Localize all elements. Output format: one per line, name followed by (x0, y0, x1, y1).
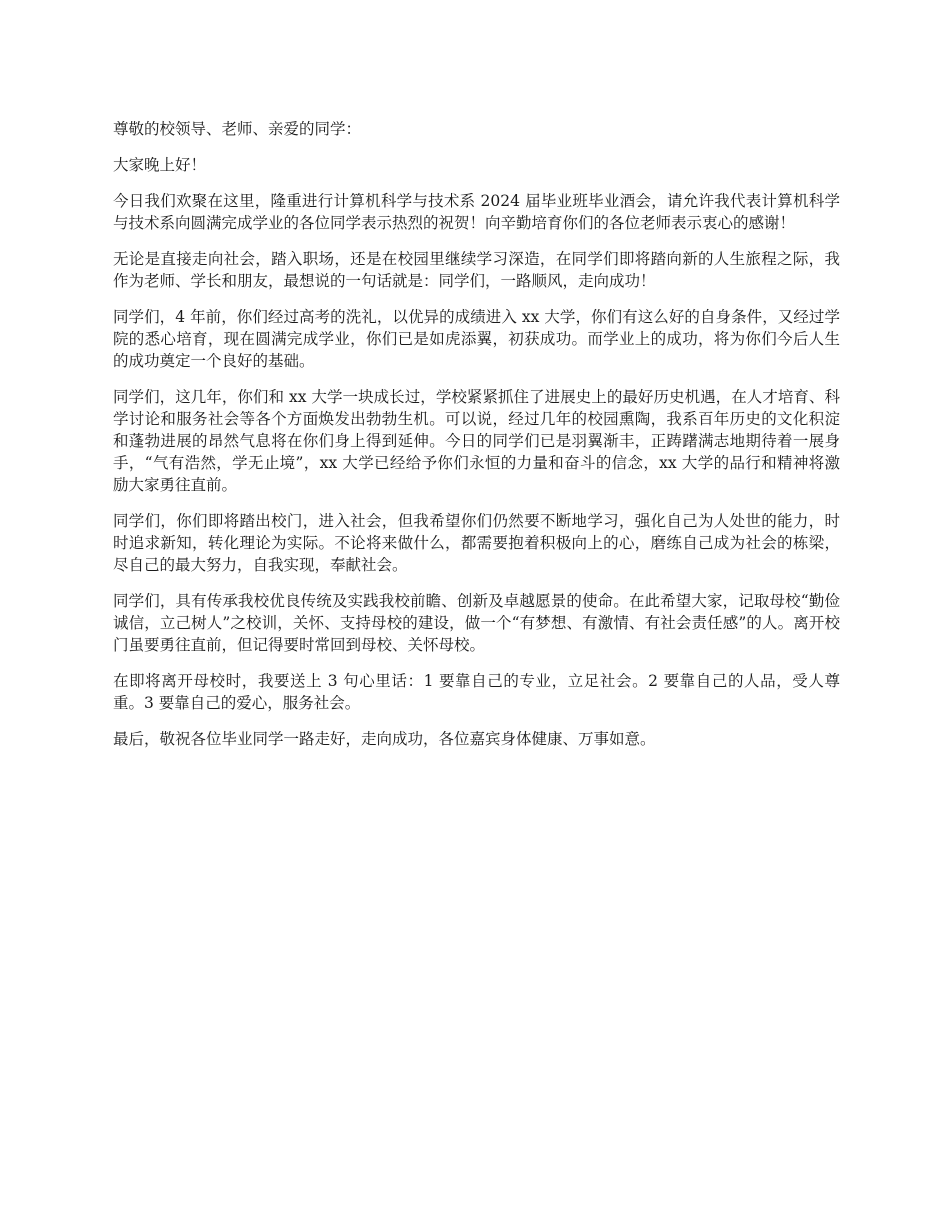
salutation: 尊敬的校领导、老师、亲爱的同学： (113, 120, 362, 138)
greeting: 大家晚上好！ (113, 156, 207, 174)
document-body (113, 118, 840, 764)
paragraph-closing: 最后，敬祝各位毕业同学一路走好，走向成功，各位嘉宾身体健康、万事如意。 (113, 730, 656, 748)
paragraph-opening: 今日我们欢聚在这里，隆重进行计算机科学与技术系 2024 届毕业班毕业酒会，请允许我代表计算机科学与技术系向圆满完成学业的各位同学表示热烈的祝贺！向辛勤培育你们的各位老师表示衷心的感谢！ (113, 192, 840, 232)
paragraph-three-words: 在即将离开母校时，我要送上 3 句心里话：1 要靠自己的专业，立足社会。2 要靠自己的人品，受人尊重。3 要靠自己的爱心，服务社会。 (113, 672, 840, 712)
paragraph-growth: 同学们，这几年，你们和 xx 大学一块成长过，学校紧紧抓住了进展史上的最好历史机遇，在人才培育、科学讨论和服务社会等各个方面焕发出勃勃生机。可以说，经过几年的校园熏陶，我系百年历史的文化积淀和蓬勃进展的昂然气息将在你们身上得到延伸。今日的同学们已是羽翼渐丰，正踌躇满志地期待着一展身手，“气有浩然，学无止境”，xx 大学已经给予你们永恒的力量和奋斗的信念，xx 大学的品行和精神将激励大家勇往直前。 (113, 388, 840, 494)
paragraph-mission: 同学们，具有传承我校优良传统及实践我校前瞻、创新及卓越愿景的使命。在此希望大家，记取母校“勤俭诚信，立己树人”之校训，关怀、支持母校的建设，做一个“有梦想、有激情、有社会责任感”的人。离开校门虽要勇往直前，但记得要时常回到母校、关怀母校。 (113, 592, 840, 654)
paragraph-wishes: 无论是直接走向社会，踏入职场，还是在校园里继续学习深造，在同学们即将踏向新的人生旅程之际，我作为老师、学长和朋友，最想说的一句话就是：同学们，一路顺风，走向成功！ (113, 250, 840, 290)
paragraph-society: 同学们，你们即将踏出校门，进入社会，但我希望你们仍然要不断地学习，强化自己为人处世的能力，时时追求新知，转化理论为实际。不论将来做什么，都需要抱着积极向上的心，磨练自己成为社会的栋梁，尽自己的最大努力，自我实现，奉献社会。 (113, 512, 840, 574)
paragraph-four-years: 同学们，4 年前，你们经过高考的洗礼，以优异的成绩进入 xx 大学，你们有这么好的自身条件，又经过学院的悉心培育，现在圆满完成学业，你们已是如虎添翼，初获成功。而学业上的成功，将为你们今后人生的成功奠定一个良好的基础。 (113, 308, 840, 370)
